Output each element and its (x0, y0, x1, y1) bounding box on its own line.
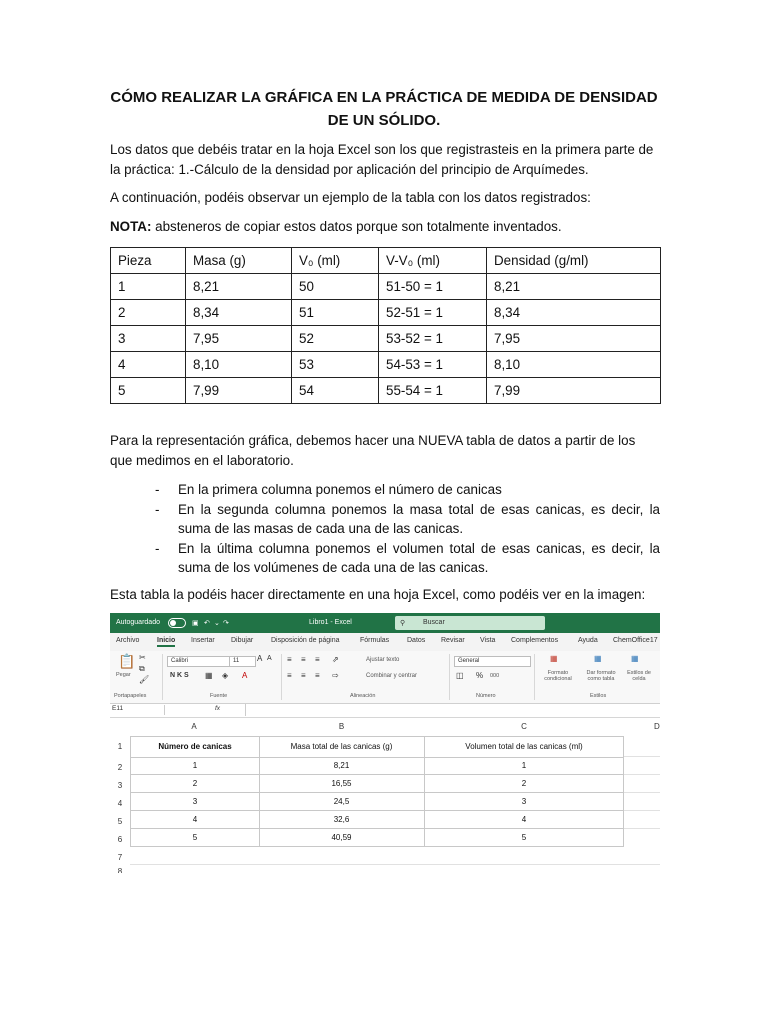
autosave-toggle[interactable] (168, 618, 186, 628)
table-header-row (111, 248, 661, 274)
name-box-value: E11 (112, 705, 124, 712)
note-text: absteneros de copiar estos datos porque son totalmente inventados. (151, 219, 562, 234)
table-cell: 51 (292, 300, 379, 326)
graph-paragraph: Para la representación gráfica, debemos hacer una NUEVA tabla de datos a partir de los que medimos en el laboratorio. (110, 433, 636, 468)
clipboard-icon[interactable]: 📋 (118, 653, 136, 669)
table-cell: 54-53 = 1 (379, 352, 487, 378)
format-table-icon[interactable]: ▦ (594, 654, 602, 663)
table-cell: 55-54 = 1 (379, 378, 487, 404)
align-top-icon[interactable]: ≡ (287, 655, 292, 664)
table-cell[interactable]: 40,59 (259, 829, 425, 847)
orientation-icon[interactable]: ⇗ (332, 655, 339, 664)
tab-chemoffice[interactable]: ChemOffice17 (613, 637, 658, 644)
density-table (110, 247, 661, 404)
table-row (111, 274, 661, 300)
tab-inicio[interactable]: Inicio (157, 637, 175, 647)
tab-ayuda[interactable]: Ayuda (578, 637, 598, 644)
align-bottom-icon[interactable]: ≡ (315, 655, 320, 664)
page-title: CÓMO REALIZAR LA GRÁFICA EN LA PRÁCTICA DE MEDIDA DE DENSIDAD DE UN SÓLIDO. (110, 89, 658, 129)
row-header[interactable]: 6 (117, 835, 123, 844)
tab-datos[interactable]: Datos (407, 637, 426, 644)
list-item-text: En la primera columna ponemos el número de canicas (178, 482, 502, 497)
table-cell: 51-50 = 1 (379, 274, 487, 300)
search-placeholder: Buscar (423, 619, 445, 626)
table-header-cell: Densidad (g/ml) (487, 248, 661, 274)
indent-icon[interactable]: ⇨ (332, 671, 339, 680)
table-cell: 52 (292, 326, 379, 352)
row-header[interactable]: 8 (117, 867, 123, 873)
autosave-label: Autoguardado (116, 619, 160, 626)
table-cell: 7,99 (186, 378, 292, 404)
font-color-icon[interactable]: A (242, 671, 248, 680)
intro-paragraph: Los datos que debéis tratar en la hoja Excel son los que registrasteis en la primera parte de la práctica: 1.-Cálculo de la densidad por aplicación del principio de Arquímedes. (110, 142, 654, 177)
conditional-format-icon[interactable]: ▦ (550, 654, 558, 663)
table-cell[interactable]: 2 (425, 775, 624, 793)
table-cell: 53 (292, 352, 379, 378)
table-row (111, 300, 661, 326)
row-header[interactable]: 1 (117, 742, 123, 751)
cell-header-masa[interactable]: Masa total de las canicas (g) (259, 736, 425, 758)
table-cell: 8,21 (487, 274, 661, 300)
table-cell[interactable]: 1 (425, 757, 624, 775)
bullet-dash: - (155, 482, 160, 497)
list-item (155, 500, 660, 539)
tab-dibujar[interactable]: Dibujar (231, 637, 254, 644)
table-header-cell: V-V₀ (ml) (379, 248, 487, 274)
table-cell: 2 (111, 300, 186, 326)
column-header-a[interactable]: A (191, 722, 197, 731)
table-cell: 8,10 (487, 352, 661, 378)
table-cell[interactable]: 4 (130, 811, 260, 829)
align-left-icon[interactable]: ≡ (287, 671, 292, 680)
table-cell: 8,34 (487, 300, 661, 326)
table-cell: 50 (292, 274, 379, 300)
note-label: NOTA: (110, 219, 152, 234)
grid-line (624, 810, 660, 811)
format-painter-icon[interactable]: 🖌 (139, 675, 150, 684)
align-right-icon[interactable]: ≡ (315, 671, 320, 680)
font-size-select[interactable]: 11 (229, 656, 256, 667)
cell-styles-button[interactable]: Estilos de celda (627, 670, 651, 682)
excel-title-bar (110, 613, 660, 633)
grid-line (624, 792, 660, 793)
row-header[interactable]: 3 (117, 781, 123, 790)
formula-divider (245, 704, 246, 716)
table-cell[interactable]: 32,6 (259, 811, 425, 829)
group-font: Fuente (210, 693, 228, 699)
table-row (111, 326, 661, 352)
table-cell: 1 (111, 274, 186, 300)
grid-line (624, 828, 660, 829)
fill-color-icon[interactable]: ◈ (222, 671, 229, 680)
excel-paragraph: Esta tabla la podéis hacer directamente en una hoja Excel, como podéis ver en la imagen: (110, 587, 646, 602)
table-cell: 8,10 (186, 352, 292, 378)
ribbon-separator (162, 654, 163, 700)
currency-icon[interactable]: ◫ (456, 671, 464, 680)
chevron-down-icon[interactable]: ⌄ (214, 620, 220, 627)
align-middle-icon[interactable]: ≡ (301, 655, 306, 664)
tab-archivo[interactable]: Archivo (116, 637, 140, 644)
bold-italic-underline[interactable]: N K S (170, 672, 189, 679)
fx-icon[interactable]: fx (215, 705, 221, 712)
cell-header-volumen[interactable]: Volumen total de las canicas (ml) (425, 736, 624, 758)
formula-bar (110, 704, 660, 718)
table-cell: 8,21 (186, 274, 292, 300)
align-center-icon[interactable]: ≡ (301, 671, 306, 680)
table-cell[interactable]: 4 (425, 811, 624, 829)
table-cell[interactable]: 5 (425, 829, 624, 847)
table-cell[interactable]: 2 (130, 775, 260, 793)
search-box[interactable] (395, 616, 545, 630)
table-cell[interactable]: 5 (130, 829, 260, 847)
merge-center-button[interactable]: Combinar y centrar (366, 673, 418, 679)
ribbon-separator (534, 654, 535, 700)
tab-formulas[interactable]: Fórmulas (360, 637, 390, 644)
thousands-icon[interactable]: 000 (490, 673, 500, 679)
table-header-cell: V₀ (ml) (292, 248, 379, 274)
row-header[interactable]: 7 (117, 853, 123, 862)
undo-icon[interactable]: ↶ (204, 620, 210, 627)
group-alignment: Alineación (350, 693, 376, 699)
table-row (111, 352, 661, 378)
ribbon (110, 651, 660, 704)
tab-complementos[interactable]: Complementos (511, 637, 559, 644)
group-clipboard: Portapapeles (114, 693, 147, 699)
column-header-b[interactable]: B (338, 722, 345, 731)
conditional-format-button[interactable]: Formato condicional (544, 670, 572, 682)
save-icon[interactable]: ▣ (192, 620, 199, 627)
search-icon: ⚲ (400, 620, 406, 627)
grid-line (624, 774, 660, 775)
excel-screenshot (110, 613, 660, 873)
window-title: Libro1 - Excel (309, 619, 352, 626)
table-header-cell: Pieza (111, 248, 186, 274)
tab-disposicion[interactable]: Disposición de página (271, 637, 340, 644)
table-cell: 4 (111, 352, 186, 378)
note-paragraph (110, 217, 660, 237)
table-cell: 54 (292, 378, 379, 404)
ribbon-separator (281, 654, 282, 700)
ribbon-tabs (110, 633, 660, 651)
column-header-d[interactable]: D (654, 722, 660, 731)
table-cell: 52-51 = 1 (379, 300, 487, 326)
row-header[interactable]: 2 (117, 763, 123, 772)
format-table-button[interactable]: Dar formato como tabla (586, 670, 616, 682)
tab-vista[interactable]: Vista (480, 637, 496, 644)
row-header[interactable]: 4 (117, 799, 123, 808)
cell-styles-icon[interactable]: ▦ (631, 654, 639, 663)
list-item (155, 480, 660, 500)
cell-header-canicas[interactable]: Número de canicas (130, 736, 260, 758)
percent-icon[interactable]: % (476, 671, 484, 680)
bullet-dash: - (155, 540, 160, 556)
table-cell: 8,34 (186, 300, 292, 326)
example-paragraph: A continuación, podéis observar un ejemplo de la tabla con los datos registrados: (110, 190, 591, 205)
cut-icon[interactable]: ✂ (139, 653, 146, 662)
grid-line (624, 756, 660, 757)
tab-revisar[interactable]: Revisar (441, 637, 465, 644)
bullet-dash: - (155, 501, 160, 517)
borders-icon[interactable]: ▦ (205, 671, 213, 680)
copy-icon[interactable]: ⧉ (139, 664, 145, 673)
table-cell[interactable]: 3 (130, 793, 260, 811)
table-cell[interactable]: 24,5 (259, 793, 425, 811)
table-cell: 7,95 (487, 326, 661, 352)
table-cell: 53-52 = 1 (379, 326, 487, 352)
table-cell[interactable]: 1 (130, 757, 260, 775)
table-header-cell: Masa (g) (186, 248, 292, 274)
table-row (111, 378, 661, 404)
increase-font-icon[interactable]: A (257, 654, 263, 663)
font-name-select[interactable]: Calibri (167, 656, 230, 667)
number-format-select[interactable]: General (454, 656, 531, 667)
table-cell[interactable]: 3 (425, 793, 624, 811)
redo-icon[interactable]: ↷ (223, 620, 229, 627)
tab-insertar[interactable]: Insertar (191, 637, 215, 644)
table-cell: 5 (111, 378, 186, 404)
column-header-c[interactable]: C (521, 722, 527, 731)
table-cell: 3 (111, 326, 186, 352)
name-box[interactable] (112, 705, 165, 715)
ribbon-separator (449, 654, 450, 700)
list-item (155, 539, 660, 578)
instruction-list (155, 480, 660, 578)
table-cell: 7,95 (186, 326, 292, 352)
wrap-text-button[interactable]: Ajustar texto (366, 657, 400, 663)
paste-label: Pegar (116, 672, 131, 678)
list-item-text: En la última columna ponemos el volumen total de esas canicas, es decir, la suma de los volúmenes de cada una de las canicas. (178, 540, 660, 575)
list-item-text: En la segunda columna ponemos la masa total de esas canicas, es decir, la suma de las masas de cada una de las canicas. (178, 501, 660, 536)
table-cell[interactable]: 8,21 (259, 757, 425, 775)
table-cell: 7,99 (487, 378, 661, 404)
decrease-font-icon[interactable]: A (267, 655, 272, 662)
group-number: Número (476, 693, 496, 699)
table-cell[interactable]: 16,55 (259, 775, 425, 793)
group-styles: Estilos (590, 693, 607, 699)
grid-line (130, 864, 660, 865)
row-header[interactable]: 5 (117, 817, 123, 826)
